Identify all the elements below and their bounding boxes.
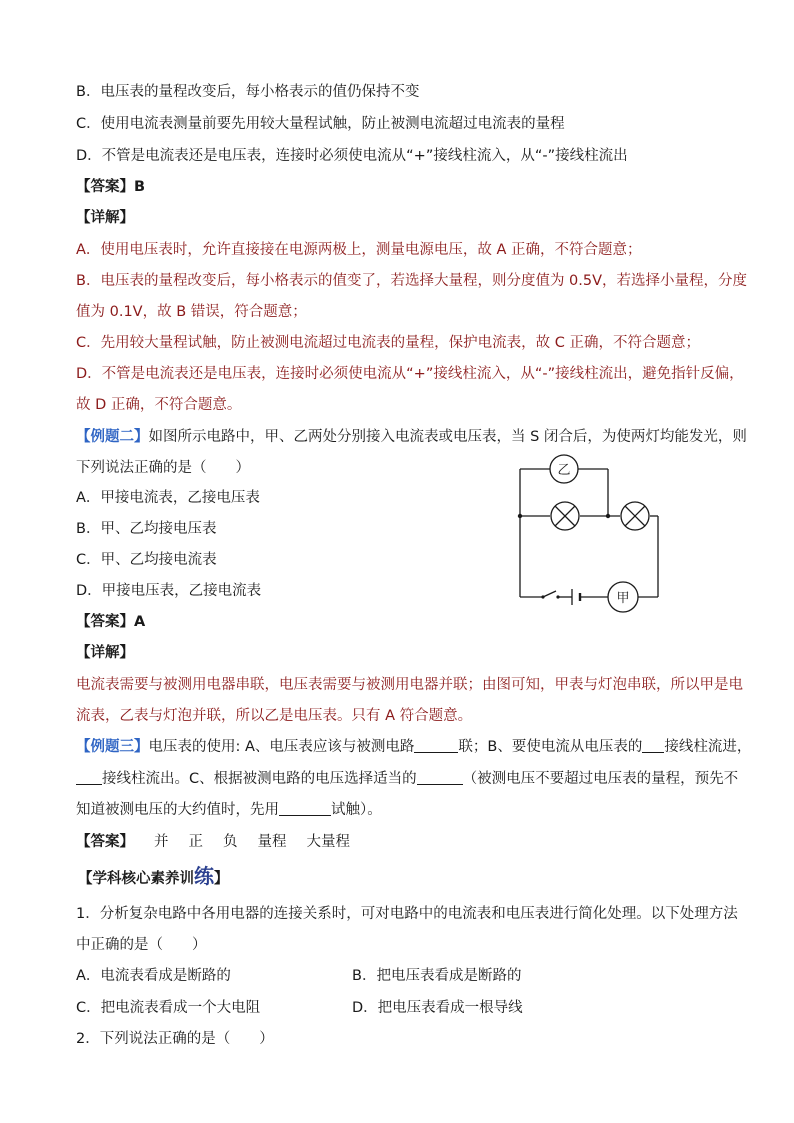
example3-text-6: 知道被测电压的大约值时，先用 [76,802,279,818]
example2-option-c: C．甲、乙均接电流表 [76,552,217,568]
q1-options-row2 [76,998,523,1018]
example2-stem-line1 [76,427,747,447]
switch-icon [541,591,559,599]
blank-5 [279,801,331,816]
example2-stem-text: 如图所示电路中，甲、乙两处分别接入电流表或电压表，当 S 闭合后，为使两灯均能发光，则 [148,429,747,445]
section-heading-big-char: 练 [194,864,214,888]
example2-tag: 【例题二】 [76,429,149,445]
blank-4 [417,770,463,785]
answer-label: 【答案】 [76,179,134,195]
detail-d-line2: 故 D 正确，不符合题意。 [76,397,242,413]
example3-text-5: （被测电压不要超过电压表的量程，预先不 [462,771,739,787]
detail-d-line1: D．不管是电流表还是电压表，连接时必须使电流从“+”接线柱流入，从“-”接线柱流出，避免指针反偏， [76,366,744,382]
example3-answer-label: 【答案】 [76,834,134,850]
q1-option-b: B．把电压表看成是断路的 [352,968,522,984]
example3-text-4: 接线柱流出。C、根据被测电路的电压选择适当的 [102,771,417,787]
meter-yi-label: 乙 [557,463,571,478]
q1-option-d: D．把电压表看成一根导线 [352,1000,523,1016]
lamp-1-icon [551,502,579,530]
detail-c: C．先用较大量程试触，防止被测电流超过电流表的量程，保护电流表，故 C 正确，不符合题意； [76,335,700,351]
meter-yi [550,455,578,483]
example2-detail-label: 【详解】 [76,645,134,661]
example2-detail-line2: 流表，乙表与灯泡并联，所以乙是电压表。只有 A 符合题意。 [76,708,473,724]
q1-stem-line1: 1．分析复杂电路中各用电器的连接关系时，可对电路中的电流表和电压表进行简化处理。以下处理方法 [76,906,738,922]
example3-text-7: 试触）。 [331,802,382,818]
detail-b-line2: 值为 0.1V，故 B 错误，符合题意； [76,304,307,320]
example3-answer-2: 正 [188,834,203,850]
option-d: D．不管是电流表还是电压表，连接时必须使电流从“+”接线柱流入，从“-”接线柱流出 [76,148,628,164]
circuit-diagram [500,445,680,620]
q1-option-c: C．把电流表看成一个大电阻 [76,1000,261,1016]
option-c: C．使用电流表测量前要先用较大量程试触，防止被测电流超过电流表的量程 [76,116,565,132]
example3-answer-5: 大量程 [306,834,350,850]
example2-detail-line1: 电流表需要与被测用电器串联，电压表需要与被测用电器并联；由图可知，甲表与灯泡串联，所以甲是电 [76,677,743,693]
example2-answer-row [76,612,145,632]
example3-text-1: 电压表的使用: A、电压表应该与被测电路 [148,739,415,755]
q1-option-a: A．电流表看成是断路的 [76,968,231,984]
example3-tag: 【例题三】 [76,739,149,755]
section-heading-suffix: 】 [214,871,229,887]
example3-answer-3: 负 [223,834,238,850]
q1-stem-line2: 中正确的是（ ） [76,937,207,953]
junction-right [606,514,610,518]
meter-jia-label: 甲 [616,591,630,606]
example3-answer-1: 并 [154,834,169,850]
example2-answer-value: A [134,614,146,630]
example2-option-a: A．甲接电流表，乙接电压表 [76,490,260,506]
meter-jia [608,582,638,612]
junction-left [518,514,522,518]
example3-answer-4: 量程 [257,834,287,850]
lamp-2-icon [621,502,649,530]
blank-1 [414,738,458,753]
example3-answer-row [76,832,350,852]
answer-value: B [134,179,146,195]
battery-icon [572,589,580,605]
blank-2 [642,738,664,753]
q2-stem: 2．下列说法正确的是（ ） [76,1031,274,1047]
example3-stem-line3 [76,800,382,820]
detail-label: 【详解】 [76,210,134,226]
example2-option-d: D．甲接电压表，乙接电流表 [76,583,262,599]
q1-options-row1 [76,966,522,986]
option-b: B．电压表的量程改变后，每小格表示的值仍保持不变 [76,84,420,100]
section-heading [78,866,229,889]
example2-stem-line2: 下列说法正确的是（ ） [76,460,250,476]
detail-b-line1: B．电压表的量程改变后，每小格表示的值变了，若选择大量程，则分度值为 0.5V，若选择小量程，分度 [76,273,748,289]
detail-a: A．使用电压表时，允许直接接在电源两极上，测量电源电压，故 A 正确，不符合题意； [76,242,642,258]
section-heading-prefix: 【学科核心素养训 [78,871,194,887]
example2-option-b: B．甲、乙均接电压表 [76,521,217,537]
example2-answer-label: 【答案】 [76,614,134,630]
example3-stem-line1 [76,737,751,757]
blank-3 [76,770,102,785]
example3-text-3: 接线柱流进， [664,739,752,755]
answer-row [76,177,145,197]
example3-stem-line2 [76,769,738,789]
example3-text-2: 联；B、要使电流从电压表的 [458,739,643,755]
